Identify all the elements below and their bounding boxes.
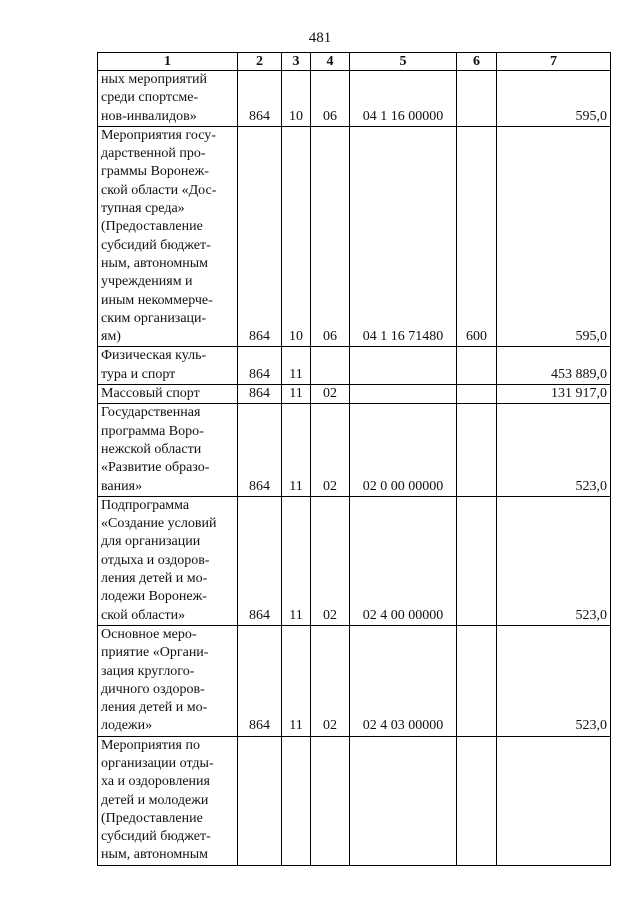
ministry-code-cell: 864 [238,126,282,347]
expense-type-cell: 600 [457,126,497,347]
row-name-line: Физическая куль- [101,348,207,364]
row-name-line: ным, автономным [101,255,209,271]
table-row [98,496,611,625]
row-name-line: детей и молодежи [101,792,209,808]
target-code-cell: 04 1 16 71480 [350,126,457,347]
row-name-line: «Развитие образо- [101,460,210,476]
row-name-line: учреждениям и [101,274,193,290]
row-name-line: Подпрограмма [101,497,190,513]
target-code-cell: 04 1 16 00000 [350,71,457,127]
subsection-code-cell: 02 [311,625,350,736]
row-name-cell [98,71,238,127]
row-name-line: ным, автономным [101,847,209,863]
subsection-code-cell: 06 [311,126,350,347]
subsection-code-cell: 02 [311,404,350,496]
subsection-code-cell: 02 [311,385,350,404]
row-name-line: лодежи Воронеж- [101,589,207,605]
row-name-line: нежской области [101,441,202,457]
row-name-line: нов-инвалидов» [101,108,197,124]
row-name-line: дичного оздоров- [101,681,205,697]
ministry-code-cell: 864 [238,385,282,404]
row-name-line: среди спортсме- [101,90,199,106]
row-name-line: для организации [101,534,201,550]
table-row [98,347,611,385]
row-name-line: (Предоставление [101,219,203,235]
target-code-cell [350,347,457,385]
row-name-line: дарственной про- [101,146,206,162]
row-name-line: Мероприятия по [101,737,200,753]
row-name-line: отдыха и оздоров- [101,552,210,568]
expense-type-cell [457,347,497,385]
ministry-code-cell [238,736,282,865]
ministry-code-cell: 864 [238,625,282,736]
row-name-line: субсидий бюджет- [101,829,211,845]
subsection-code-cell [311,736,350,865]
row-name-cell [98,126,238,347]
row-name-cell [98,347,238,385]
row-name-line: тупная среда» [101,201,185,217]
row-name-line: иным некоммерче- [101,292,213,308]
section-code-cell: 11 [282,347,311,385]
row-name-line: ха и оздоровления [101,774,210,790]
amount-cell: 453 889,0 [497,347,611,385]
row-name-line: Основное меро- [101,626,197,642]
row-name-line: субсидий бюджет- [101,237,211,253]
amount-cell: 595,0 [497,71,611,127]
subsection-code-cell: 06 [311,71,350,127]
row-name-cell [98,625,238,736]
row-name-line: ления детей и мо- [101,571,208,587]
amount-cell: 131 917,0 [497,385,611,404]
row-name-line: приятие «Органи- [101,645,209,661]
amount-cell: 523,0 [497,404,611,496]
table-row [98,71,611,127]
row-name-line: «Создание условий [101,516,217,532]
ministry-code-cell: 864 [238,71,282,127]
target-code-cell: 02 0 00 00000 [350,404,457,496]
row-name-line: программа Воро- [101,423,204,439]
amount-cell: 595,0 [497,126,611,347]
column-header-3: 3 [282,53,311,71]
target-code-cell: 02 4 00 00000 [350,496,457,625]
row-name-cell [98,736,238,865]
row-name-line: Мероприятия госу- [101,127,216,143]
row-name-line: ской области» [101,607,186,623]
row-name-line: граммы Воронеж- [101,164,209,180]
section-code-cell: 11 [282,404,311,496]
row-name-line: тура и спорт [101,366,176,382]
target-code-cell: 02 4 03 00000 [350,625,457,736]
row-name-line: ской области «Дос- [101,182,217,198]
row-name-line: лодежи» [101,718,153,734]
amount-cell: 523,0 [497,625,611,736]
table-row [98,385,611,404]
target-code-cell [350,736,457,865]
row-name-line: ления детей и мо- [101,700,208,716]
amount-cell [497,736,611,865]
expense-type-cell [457,736,497,865]
table-row [98,404,611,496]
row-name-line: ским организаци- [101,310,207,326]
row-name-cell [98,385,238,404]
column-header-5: 5 [350,53,457,71]
column-header-2: 2 [238,53,282,71]
section-code-cell: 11 [282,385,311,404]
expense-type-cell [457,404,497,496]
ministry-code-cell: 864 [238,496,282,625]
expense-type-cell [457,71,497,127]
amount-cell: 523,0 [497,496,611,625]
section-code-cell: 11 [282,496,311,625]
subsection-code-cell [311,347,350,385]
section-code-cell: 10 [282,71,311,127]
section-code-cell: 10 [282,126,311,347]
page-number: 481 [308,30,332,46]
row-name-line: ям) [101,329,121,345]
expense-type-cell [457,496,497,625]
column-header-4: 4 [311,53,350,71]
header-row [98,53,611,71]
row-name-line: вания» [101,478,143,494]
expense-type-cell [457,385,497,404]
expense-type-cell [457,625,497,736]
row-name-cell [98,404,238,496]
column-header-7: 7 [497,53,611,71]
row-name-line: Массовый спорт [101,386,200,402]
table-row [98,126,611,347]
row-name-line: организации отды- [101,755,214,771]
column-header-1: 1 [98,53,238,71]
ministry-code-cell: 864 [238,404,282,496]
table-row [98,625,611,736]
row-name-line: (Предоставление [101,810,203,826]
table-row [98,736,611,865]
section-code-cell: 11 [282,625,311,736]
ministry-code-cell: 864 [238,347,282,385]
row-name-cell [98,496,238,625]
row-name-line: ных мероприятий [101,72,207,87]
section-code-cell [282,736,311,865]
subsection-code-cell: 02 [311,496,350,625]
column-header-6: 6 [457,53,497,71]
target-code-cell [350,385,457,404]
row-name-line: Государственная [101,405,201,421]
row-name-line: зация круглого- [101,663,195,679]
budget-table [97,52,611,866]
